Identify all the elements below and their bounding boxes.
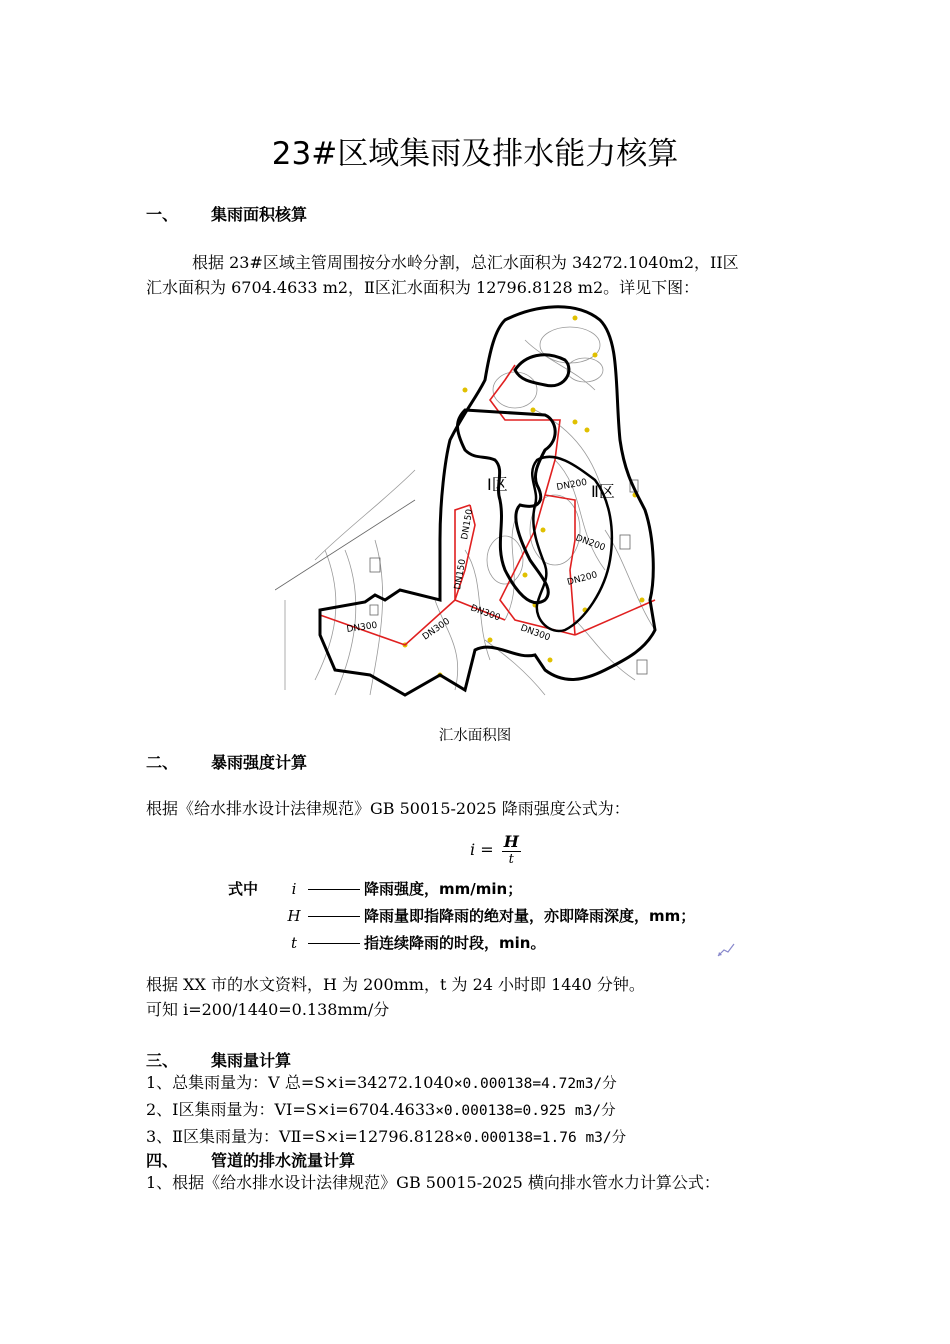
paragraph-area: [146, 250, 739, 300]
calc-line: 2、Ⅰ区集雨量为：VⅠ=S×i=6704.4633×0.000138=0.925 m3/分: [146, 1100, 616, 1119]
pipe-label: DN150: [453, 558, 469, 591]
pipe-label: DN300: [346, 620, 378, 635]
paragraph-area: [146, 972, 645, 1022]
paragraph: 1、根据《给水排水设计法律规范》GB 50015-2025 横向排水管水力计算公式：: [146, 1173, 720, 1192]
pipe-label: DN150: [460, 508, 476, 541]
section-heading-1: 一、 集雨面积核算: [146, 205, 308, 224]
pipe-label: DN200: [555, 477, 588, 493]
figure-caption: 汇水面积图: [438, 728, 512, 744]
calc-line: 1、总集雨量为：V 总=S×i=34272.1040×0.000138=4.72m3/分: [146, 1073, 617, 1092]
section-heading-3: 三、 集雨量计算: [146, 1051, 292, 1070]
catchment-area-map: [275, 300, 675, 700]
calculation-list: [146, 1070, 626, 1151]
paragraph-line: 根据 XX 市的水文资料，H 为 200mm，t 为 24 小时即 1440 分钟。: [146, 975, 645, 994]
zone-1-label: Ⅰ区: [487, 475, 508, 494]
pen-cursor-icon: [716, 940, 738, 958]
zone-2-label: Ⅱ区: [591, 482, 615, 501]
legend-row: 式中 i 降雨强度，mm/min；: [228, 880, 523, 898]
pipe-label: DN300: [420, 616, 452, 643]
paragraph-line: 汇水面积为 6704.4633 m2，Ⅱ区汇水面积为 12796.8128 m2。详见下图：: [146, 278, 700, 297]
pipe-label: DN300: [518, 623, 552, 644]
paragraph-line: 可知 i=200/1440=0.138mm/分: [146, 1000, 390, 1019]
page-title: 23#区域集雨及排水能力核算: [271, 136, 679, 172]
pipe-label: DN200: [566, 570, 599, 588]
legend-row: H 降雨量即指降雨的绝对量，亦即降雨深度，mm；: [287, 907, 696, 925]
pipe-label: DN300: [468, 603, 502, 624]
legend-row: t 指连续降雨的时段，min。: [290, 934, 546, 952]
paragraph-line: 根据 23#区域主管周围按分水岭分割，总汇水面积为 34272.1040m2，ⅠⅠ区: [192, 253, 739, 272]
section-heading-2: 二、 暴雨强度计算: [146, 753, 308, 772]
paragraph: 根据《给水排水设计法律规范》GB 50015-2025 降雨强度公式为：: [146, 799, 630, 818]
formula-legend: [228, 876, 695, 957]
calc-line: 3、Ⅱ区集雨量为：VⅡ=S×i=12796.8128×0.000138=1.76 m3/分: [146, 1127, 627, 1146]
pipe-label: DN200: [573, 533, 607, 554]
rainfall-intensity-formula: i = H t: [470, 832, 519, 867]
section-heading-4: 四、 管道的排水流量计算: [146, 1151, 356, 1170]
